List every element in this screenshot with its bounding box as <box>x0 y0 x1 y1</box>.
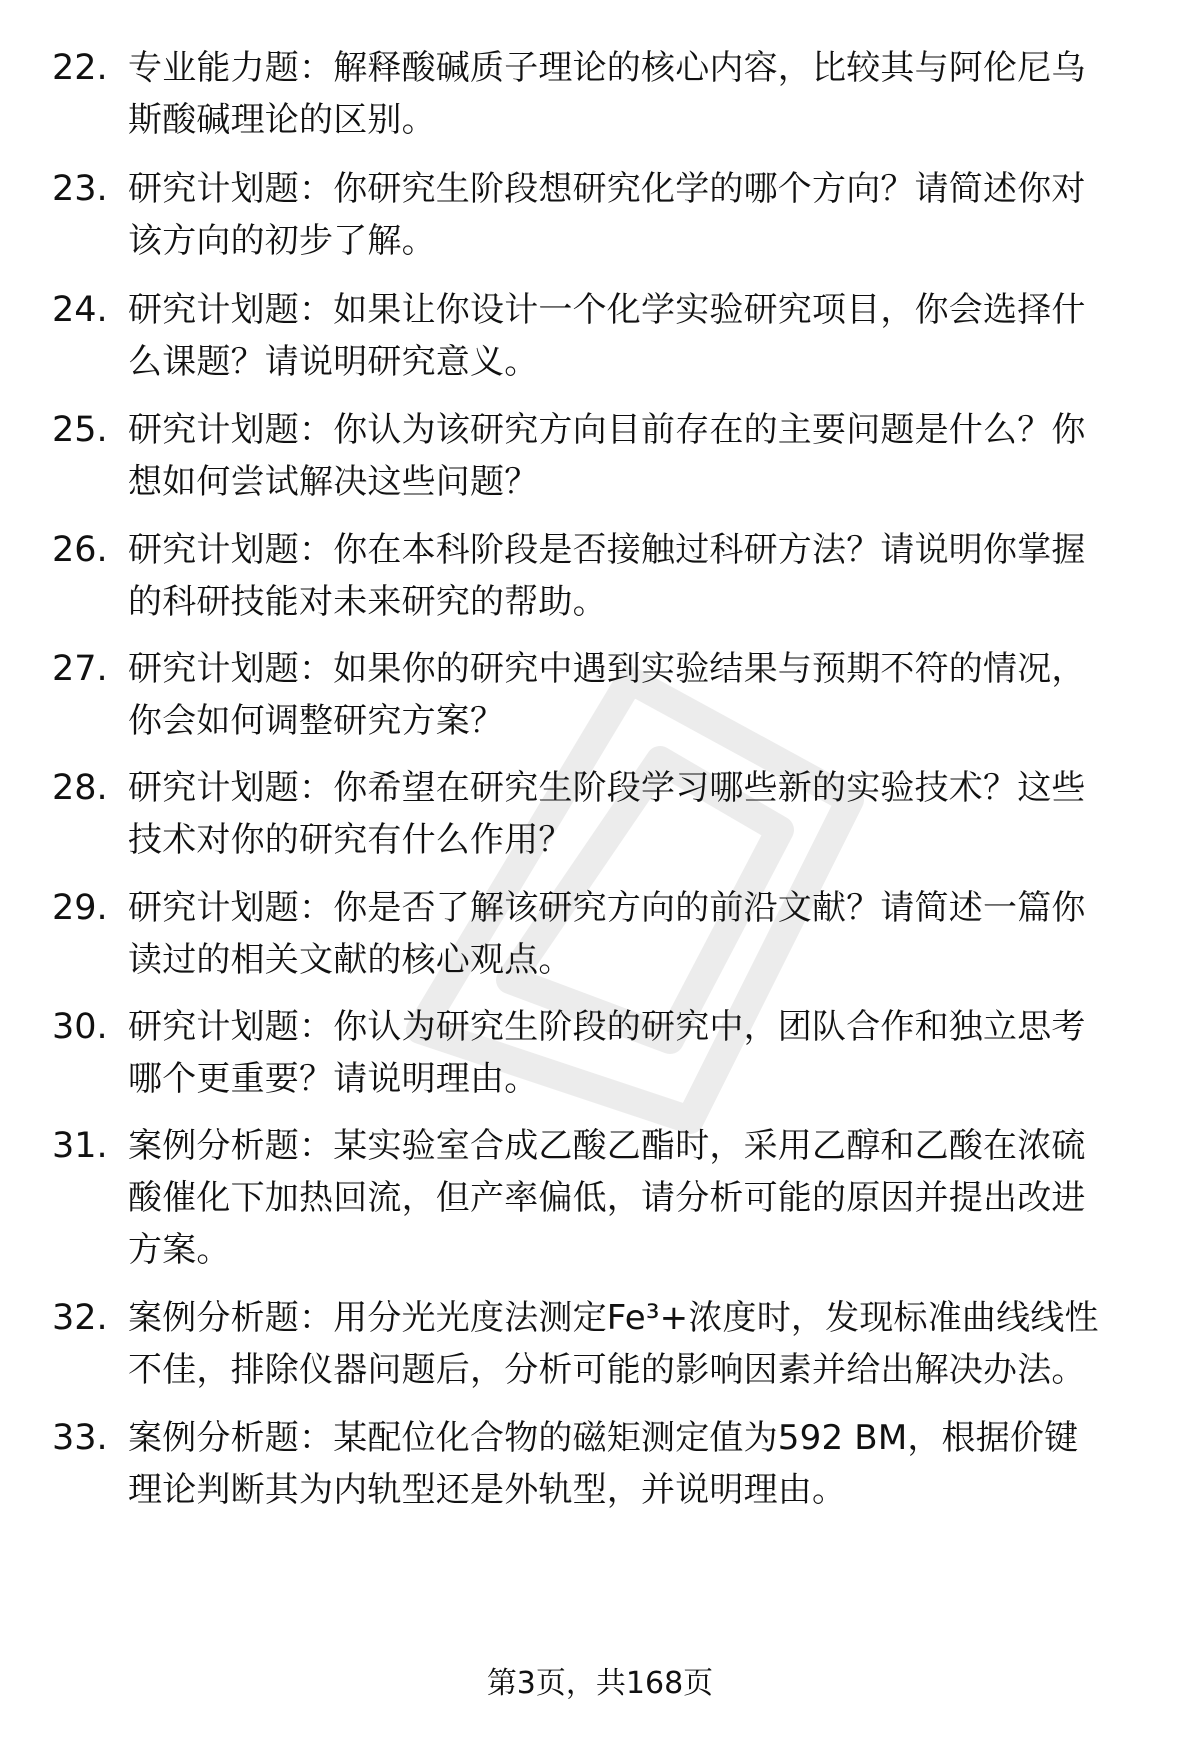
question-text: 研究计划题：你认为该研究方向目前存在的主要问题是什么？你 想如何尝试解决这些问题？ <box>128 410 1086 502</box>
question-number: 26. <box>52 530 108 570</box>
question-text: 案例分析题：某配位化合物的磁矩测定值为592 BM，根据价键 理论判断其为内轨型还是外轨型，并说明理由。 <box>128 1418 1079 1510</box>
question-number: 30. <box>52 1007 108 1047</box>
question-text: 研究计划题：你希望在研究生阶段学习哪些新的实验技术？这些 技术对你的研究有什么作用？ <box>128 768 1086 860</box>
question-number: 23. <box>52 169 108 209</box>
question-text: 专业能力题：解释酸碱质子理论的核心内容，比较其与阿伦尼乌 斯酸碱理论的区别。 <box>128 48 1086 140</box>
question-text: 研究计划题：你认为研究生阶段的研究中，团队合作和独立思考 哪个更重要？请说明理由。 <box>128 1007 1086 1099</box>
question-text: 研究计划题：你在本科阶段是否接触过科研方法？请说明你掌握 的科研技能对未来研究的帮助。 <box>128 530 1086 622</box>
question-number: 25. <box>52 410 108 450</box>
question-number: 22. <box>52 48 108 88</box>
question-number: 31. <box>52 1126 108 1166</box>
page-footer: 第3页，共168页 <box>486 1666 714 1701</box>
question-number: 29. <box>52 888 108 928</box>
question-text: 研究计划题：你研究生阶段想研究化学的哪个方向？请简述你对 该方向的初步了解。 <box>128 169 1086 261</box>
question-text: 案例分析题：某实验室合成乙酸乙酯时，采用乙醇和乙酸在浓硫 酸催化下加热回流，但产率偏低，请分析可能的原因并提出改进 方案。 <box>128 1126 1086 1270</box>
question-text: 研究计划题：如果你的研究中遇到实验结果与预期不符的情况， 你会如何调整研究方案？ <box>128 649 1086 741</box>
question-number: 27. <box>52 649 108 689</box>
question-text: 研究计划题：你是否了解该研究方向的前沿文献？请简述一篇你 读过的相关文献的核心观点。 <box>128 888 1086 980</box>
question-number: 28. <box>52 768 108 808</box>
question-number: 33. <box>52 1418 108 1458</box>
question-number: 32. <box>52 1298 108 1338</box>
question-text: 案例分析题：用分光光度法测定Fe³+浓度时，发现标准曲线线性 不佳，排除仪器问题后，分析可能的影响因素并给出解决办法。 <box>128 1298 1099 1390</box>
question-number: 24. <box>52 290 108 330</box>
question-text: 研究计划题：如果让你设计一个化学实验研究项目，你会选择什 么课题？请说明研究意义。 <box>128 290 1086 382</box>
